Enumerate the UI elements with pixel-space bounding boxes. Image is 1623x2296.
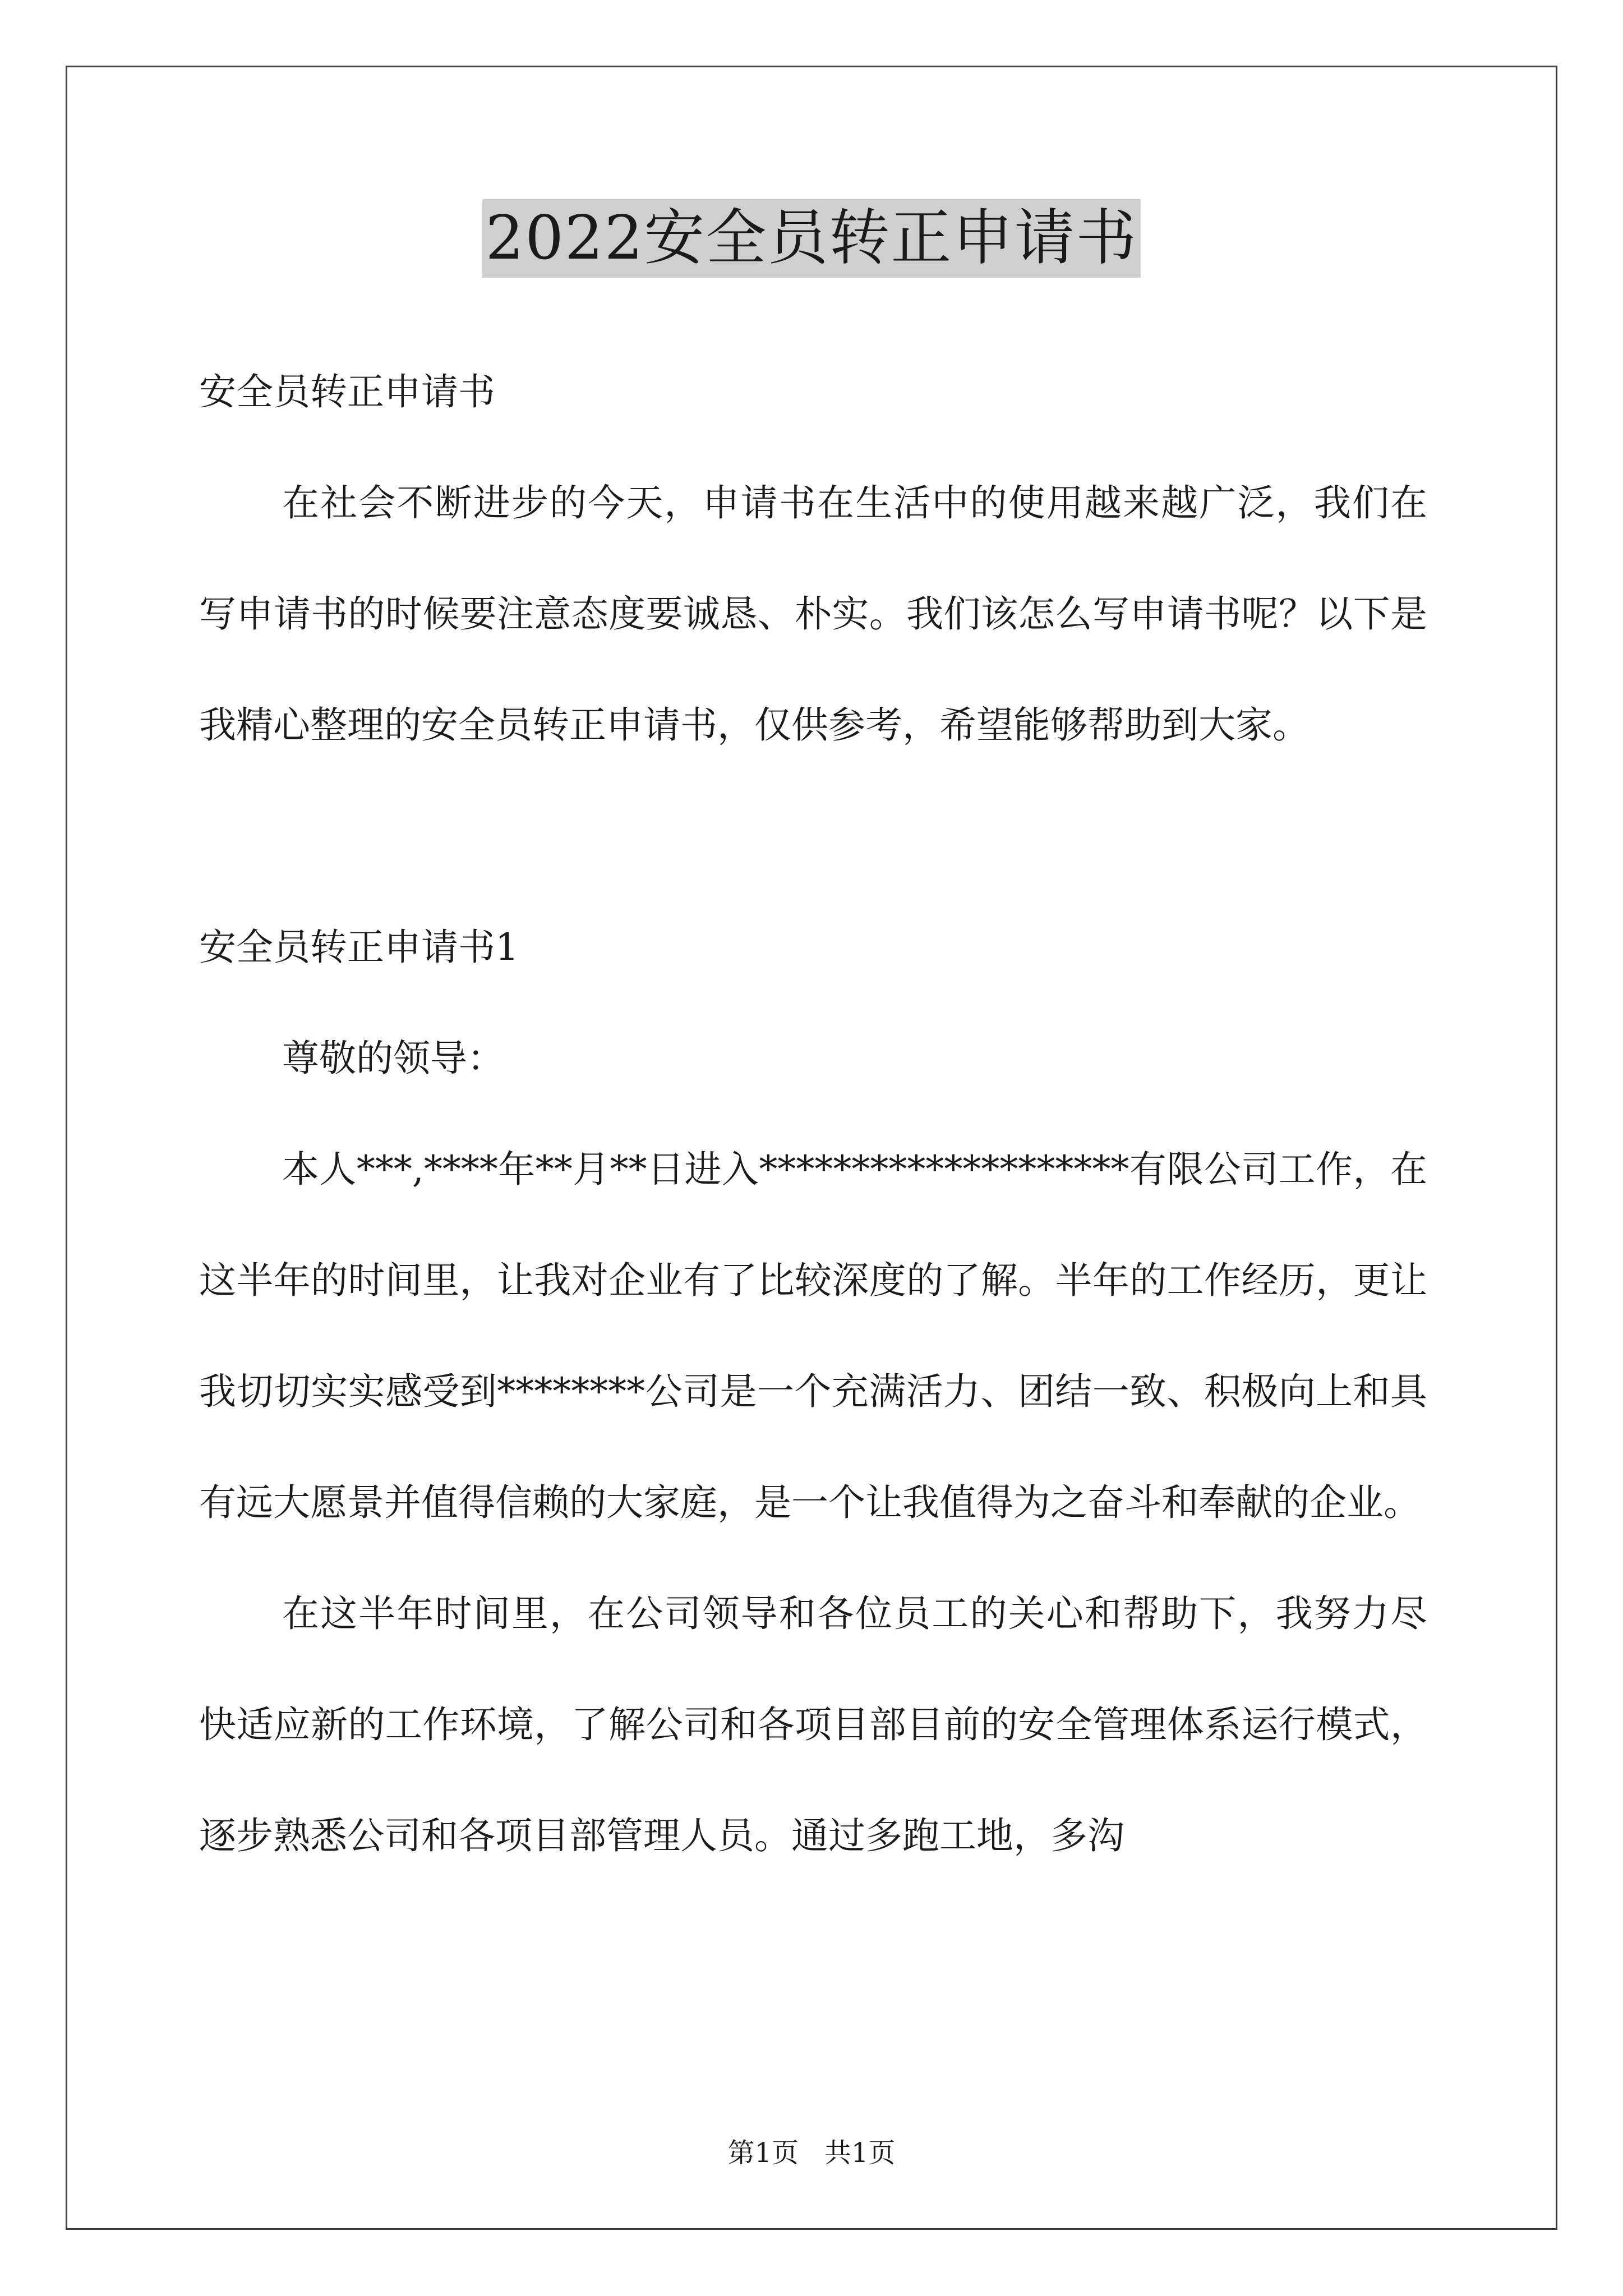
document-body bbox=[199, 337, 1427, 1892]
intro-paragraph: 在社会不断进步的今天，申请书在生活中的使用越来越广泛，我们在写申请书的时候要注意态度要诚恳、朴实。我们该怎么写申请书呢？以下是我精心整理的安全员转正申请书，仅供参考，希望能够帮助到大家。 bbox=[199, 481, 1427, 747]
title-container bbox=[0, 199, 1623, 278]
page-footer: 第1页 共1页 bbox=[727, 2137, 896, 2169]
document-title: 2022安全员转正申请书 bbox=[482, 199, 1141, 278]
body-paragraph-1: 本人***,****年**月**日进入********************有限公司工作，在这半年的时间里，让我对企业有了比较深度的了解。半年的工作经历，更让我切切实实感受到********公司是一个充满活力、团结一致、积极向上和具有远大愿景并值得信赖的大家庭，是一个让我值得为之奋斗和奉献的企业。 bbox=[199, 1148, 1427, 1524]
section-spacer bbox=[199, 781, 1427, 892]
salutation: 尊敬的领导： bbox=[282, 1037, 504, 1080]
document-subtitle: 安全员转正申请书 bbox=[199, 370, 495, 413]
body-paragraph-2: 在这半年时间里，在公司领导和各位员工的关心和帮助下，我努力尽快适应新的工作环境，了解公司和各项目部目前的安全管理体系运行模式，逐步熟悉公司和各项目部管理人员。通过多跑工地，多沟 bbox=[199, 1592, 1427, 1857]
section-heading: 安全员转正申请书1 bbox=[199, 926, 519, 969]
